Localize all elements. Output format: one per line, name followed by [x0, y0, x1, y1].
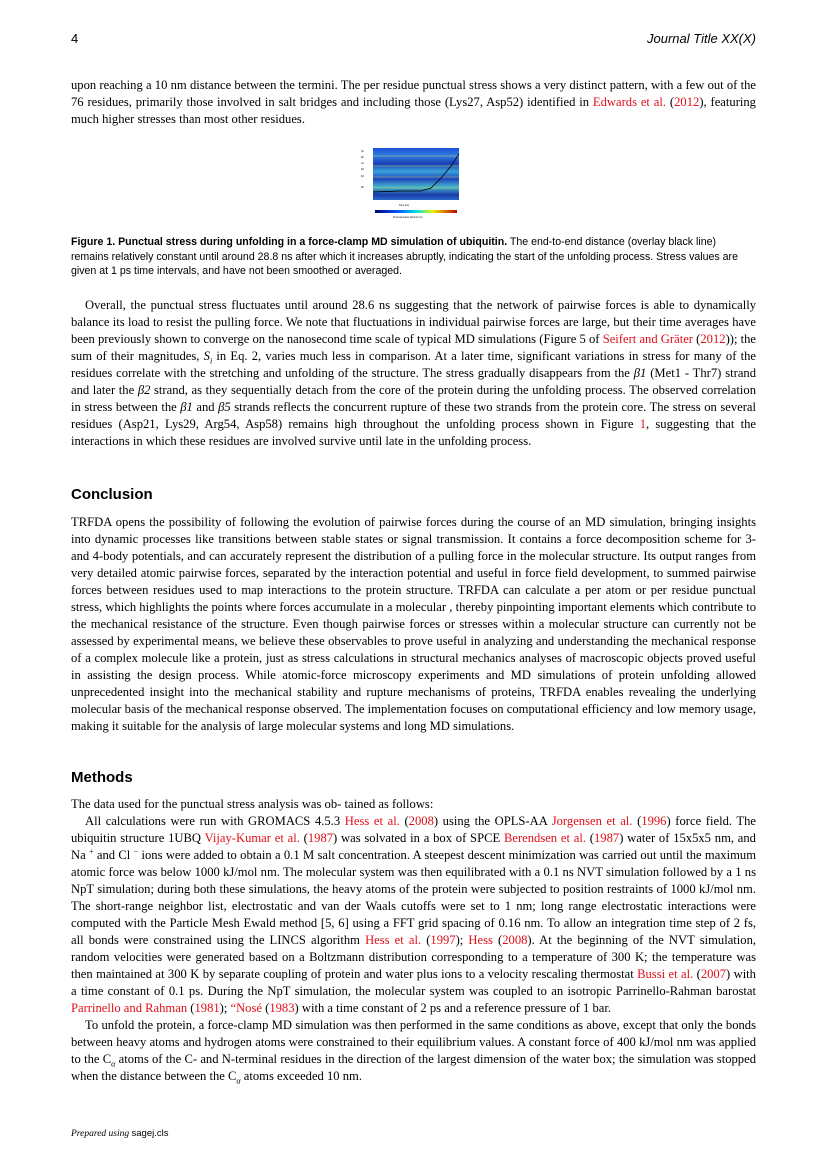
- citation-link[interactable]: 1987: [307, 831, 334, 845]
- page-number: 4: [71, 31, 79, 46]
- svg-text:β1: β1: [361, 150, 364, 153]
- citation-link[interactable]: Jorgensen et al.: [551, 814, 633, 828]
- text: atoms exceeded 10 nm.: [240, 1069, 362, 1083]
- superscript: +: [89, 846, 94, 856]
- svg-text:β3: β3: [361, 168, 364, 171]
- text: (: [399, 814, 409, 828]
- citation-link[interactable]: Berendsen et al.: [503, 831, 587, 845]
- text: All calculations were run with GROMACS 4.5.3: [85, 814, 345, 828]
- text: (: [187, 1001, 195, 1015]
- footer-prepared: Prepared using: [71, 1129, 132, 1139]
- text: (: [299, 831, 308, 845]
- text: strand, as they sequentially detach from the core of the protein during the unfolding process. The observed correlation in stress between the: [71, 383, 756, 414]
- math-subscript: α: [236, 1076, 241, 1086]
- methods-paragraph-2: [71, 1017, 756, 1085]
- text: ). At the beginning of the NVT simulation, random velocities were generated based on a Boltzmann distribution corresponding to a temperature of 300 K; the temperature was then maintained at 300 K by separate coupling of protein and water plus ions to a velocity rescaling thermostat: [71, 933, 757, 981]
- citation-link[interactable]: 2008: [408, 814, 434, 828]
- citation-link[interactable]: 1983: [269, 1001, 295, 1015]
- citation-link[interactable]: Edwards et al.: [592, 95, 667, 109]
- citation-link[interactable]: Hess et al.: [365, 933, 422, 947]
- conclusion-paragraph: [71, 514, 756, 735]
- citation-link[interactable]: “Nosé: [230, 1001, 262, 1015]
- conclusion-heading: Conclusion: [71, 486, 153, 503]
- figure-1-image: [359, 144, 469, 219]
- math-symbol: β5: [218, 400, 231, 414]
- math-symbol: S: [203, 349, 210, 363]
- text: (: [261, 1001, 270, 1015]
- methods-paragraph-1: [71, 813, 756, 1017]
- text: (: [666, 95, 675, 109]
- math-symbol: β1: [180, 400, 193, 414]
- citation-link[interactable]: Seifert and Gräter: [602, 332, 693, 346]
- caption-text: The end-to-end distance (overlay black line) remains relatively constant until around 28.8 ns after which it increases abruptly, indicating the start of the unfolding process. Stress values are given at 1 ps time intervals, and have not been smoothed or averaged.: [71, 236, 738, 277]
- caption-label: Figure 1.: [71, 236, 116, 248]
- footer-cls: sagej.cls: [131, 1128, 169, 1139]
- methods-body: [71, 796, 756, 1085]
- citation-link[interactable]: 1996: [641, 814, 667, 828]
- text: in Eq. 2, varies much less in comparison. At a later time, significant variations in stress for many of the residues correlate with the stretching and unfolding of the structure. The stress gradually disappears from the: [71, 349, 756, 380]
- text: ) using the OPLS-AA: [433, 814, 552, 828]
- math-subscript: α: [111, 1059, 116, 1069]
- text: ) with a time constant of 2 ps and a reference pressure of 1 bar.: [294, 1001, 611, 1015]
- figure-link[interactable]: 1: [639, 417, 646, 431]
- methods-heading: Methods: [71, 769, 133, 786]
- math-subscript: i: [209, 356, 213, 366]
- text: ) with a time constant of 0.1 ps. During the NpT simulation, the molecular system was coupled to an isotropic Parrinello-Rahman barostat: [71, 967, 756, 998]
- citation-link[interactable]: 2012: [674, 95, 700, 109]
- citation-link[interactable]: 1981: [194, 1001, 220, 1015]
- citation-link[interactable]: Bussi et al.: [637, 967, 694, 981]
- svg-text:β4: β4: [361, 175, 364, 178]
- intro-paragraph: [71, 77, 756, 128]
- citation-link[interactable]: Vijay-Kumar et al.: [204, 831, 300, 845]
- citation-link[interactable]: Hess: [468, 933, 493, 947]
- svg-text:Punctual stress (kJ/mol nm): Punctual stress (kJ/mol nm): [393, 216, 423, 219]
- svg-text:β5: β5: [361, 186, 364, 189]
- text: ) force field. The ubiquitin structure 1UBQ: [71, 814, 756, 845]
- citation-link[interactable]: 1997: [430, 933, 456, 947]
- citation-link[interactable]: 2008: [502, 933, 528, 947]
- caption-title: Punctual stress during unfolding in a force-clamp MD simulation of ubiquitin.: [118, 236, 508, 248]
- citation-link[interactable]: Parrinello and Rahman: [71, 1001, 188, 1015]
- text: );: [455, 933, 469, 947]
- text: ) was solvated in a box of SPCE: [333, 831, 504, 845]
- svg-text:α1: α1: [361, 162, 364, 165]
- journal-title: Journal Title XX(X): [647, 31, 756, 46]
- text: (: [692, 332, 701, 346]
- text: ions were added to obtain a 0.1 M salt concentration. A steepest descent minimization was carried out until the maximum atomic force was below 1000 kJ/mol nm. The molecular system was then equilibrated with a 0.1 ns NVT simulation followed by a 1 ns NpT simulation; during both these simulations, the heavy atoms of the protein were subjected to position restraints of 1000 kJ/mol nm. The short-range neighbor list, electrostatic and van der Waals cutoffs were set to 1 nm; long range electrostatic interactions were computed with the Particle Mesh Ewald method [5, 6] using a FFT grid spacing of 0.16 nm. To allow an integration time step of 2 fs, all bonds were constrained using the LINCS algorithm: [71, 848, 756, 947]
- citation-link[interactable]: 2007: [700, 967, 726, 981]
- text: )); the sum of their magnitudes,: [71, 332, 757, 363]
- citation-link[interactable]: 2012: [700, 332, 726, 346]
- text: (: [632, 814, 642, 828]
- figure-caption: [71, 235, 756, 279]
- text: strands reflects the concurrent rupture of these two strands from the protein core. The stress on several residues (Asp21, Lys29, Arg54, Asp58) remains high throughout the unfolding process shown in Figure: [71, 400, 756, 431]
- svg-text:β2: β2: [361, 156, 364, 159]
- paragraph-2: [71, 297, 756, 450]
- citation-link[interactable]: 1987: [594, 831, 620, 845]
- text: (Met1 - Thr7) strand and later the: [71, 366, 757, 397]
- text: (: [586, 831, 594, 845]
- text: );: [219, 1001, 231, 1015]
- text: (: [693, 967, 701, 981]
- superscript: −: [133, 846, 139, 856]
- citation-link[interactable]: Hess et al.: [344, 814, 400, 828]
- text: upon reaching a 10 nm distance between the termini. The per residue punctual stress shows a very distinct pattern, with a few out of the 76 residues, primarily those involved in salt bridges and including those (Lys27, Asp52) identified in: [71, 78, 756, 109]
- text: Overall, the punctual stress fluctuates until around 28.6 ns suggesting that the network of pairwise forces is able to dynamically balance its load to resist the pulling force. We note that fluctuations in individual pairwise forces are large, but their time averages have been previously shown to converge on the nanosecond time scale of typical MD simulations (Figure 5 of: [71, 298, 756, 346]
- text: ) water of 15x5x5 nm, and Na: [71, 831, 756, 862]
- math-symbol: β1: [633, 366, 647, 380]
- text: To unfold the protein, a force-clamp MD simulation was then performed in the same conditions as above, except that only the bonds between heavy atoms and hydrogen atoms were constrained to their equilibrium values. A constant force of 400 kJ/mol nm was applied to the C: [71, 1018, 756, 1066]
- text: ), featuring much higher stresses than most other residues.: [71, 95, 756, 126]
- page-header: [71, 31, 756, 49]
- svg-text:Time (ns): Time (ns): [399, 204, 410, 207]
- text: , suggesting that the interactions in which these residues are involved survive until late in the unfolding process.: [71, 417, 756, 448]
- methods-intro: The data used for the punctual stress analysis was ob- tained as follows:: [71, 797, 434, 811]
- text: and: [192, 400, 219, 414]
- text: (: [492, 933, 503, 947]
- page-footer: [71, 1128, 168, 1139]
- math-symbol: β2: [137, 383, 151, 397]
- colorbar: [375, 210, 457, 213]
- text: and Cl: [93, 848, 134, 862]
- text: atoms of the C- and N-terminal residues in the direction of the largest dimension of the water box; the simulation was stopped when the distance between the C: [71, 1052, 756, 1083]
- conclusion-text: TRFDA opens the possibility of following the evolution of pairwise forces during the course of an MD simulation, bringing insights into dynamic processes like transitions between stable states or signal transmission. It contains a force decomposition scheme for 3- and 4-body potentials, and can accurately represent the distribution of a pulling force in the molecular structure. Its output ranges from very detailed atomic pairwise forces, separated by the interaction potential and useful in force field development, to summed pairwise forces between residues used to map interactions to the protein structure. TRFDA can calculate a per atom or per residue punctual stress, which highlights the points where forces accumulate in a molecular , thereby pinpointing important elements which contribute to the mechanical resistance of the structure. Even though pairwise forces or stresses within a molecular structure can currently not be assessed by experimental means, we believe these observables to prove useful in analyzing and understanding the mechanical response of a complex molecule like a protein, just as stress calculations in structural mechanics analyses of macroscopic objects proved useful in assisting the design process. While atomic-force microscopy experiments and MD simulations of protein unfolding allowed unprecedented insight into the mechanical stability and rupture mechanisms of proteins, TRFDA enables revealing the underlying molecular basis of the mechanical response observed. The implementation focuses on computational efficiency and low memory usage, making it suitable for the analysis of large molecular systems and long MD simulations.: [71, 515, 756, 733]
- text: (: [421, 933, 431, 947]
